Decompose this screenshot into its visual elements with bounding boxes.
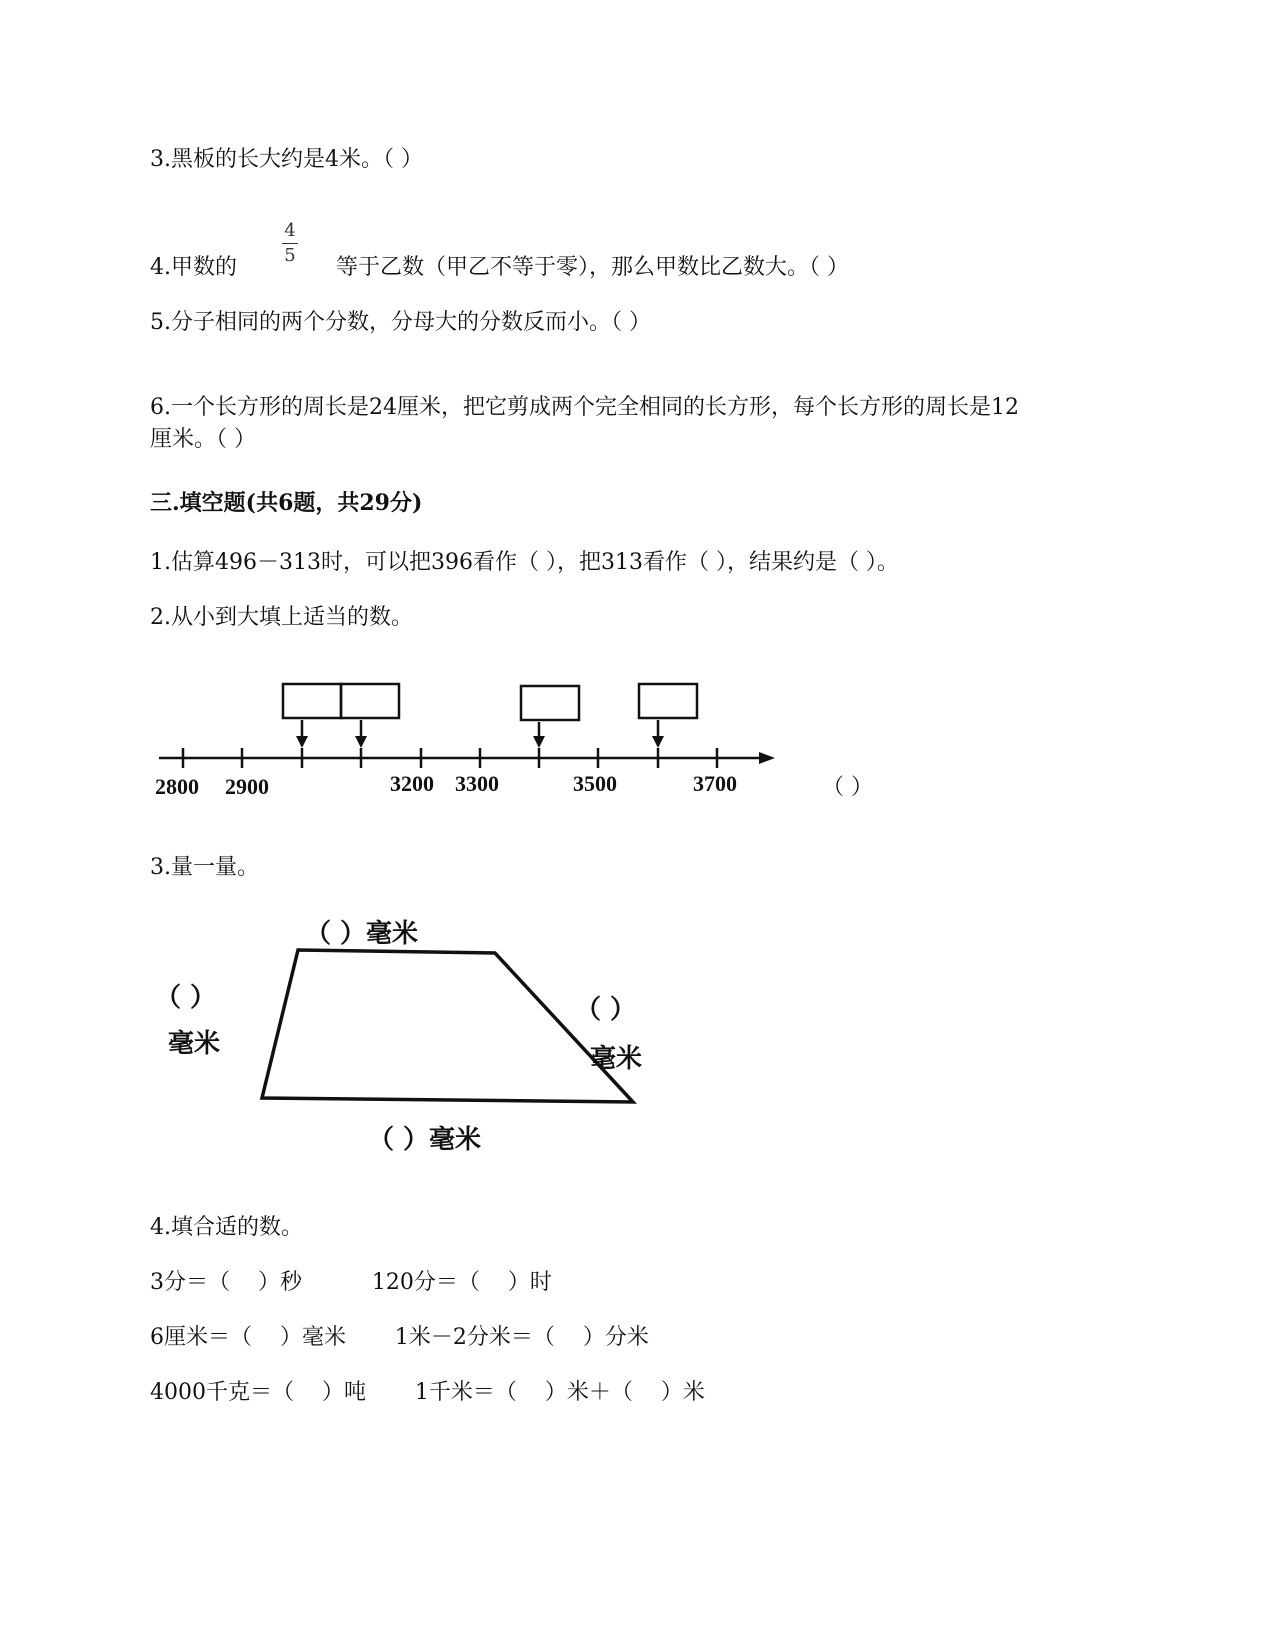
left-side-paren: （ ）	[155, 983, 217, 1013]
bottom-side-label: （ ）毫米	[368, 1125, 482, 1155]
fraction-four-fifths	[280, 220, 300, 267]
top-side-label: （ ）毫米	[305, 919, 419, 949]
tick-label-2900: 2900	[225, 774, 269, 799]
tick-label-3700: 3700	[693, 771, 737, 796]
answer-box-4	[639, 684, 697, 718]
question-3: 3.黑板的长大约是4米。（ ）	[150, 147, 423, 172]
section-heading: 三.填空题(共6题，共29分)	[150, 490, 423, 516]
fill-question-2: 2.从小到大填上适当的数。	[150, 605, 413, 630]
fill-question-3: 3.量一量。	[150, 855, 259, 880]
question-4-start: 4.甲数的	[150, 255, 237, 280]
tick-label-2800: 2800	[155, 774, 199, 799]
number-line-figure	[155, 680, 815, 820]
answer-box-1	[283, 684, 341, 718]
fill-question-1: 1.估算496－313时，可以把396看作（ ），把313看作（ ），结果约是（ ）。	[150, 550, 899, 575]
question-6-line2: 厘米。（ ）	[150, 427, 256, 452]
tick-label-3200: 3200	[390, 771, 434, 796]
conversion-row-1: 3分＝（ ）秒 120分＝（ ）时	[150, 1270, 552, 1295]
number-line-answer-paren: （ ）	[822, 775, 873, 800]
trapezoid-shape	[262, 950, 633, 1102]
conversion-row-2: 6厘米＝（ ）毫米 1米－2分米＝（ ）分米	[150, 1325, 649, 1350]
answer-box-3	[521, 686, 579, 720]
fill-question-4: 4.填合适的数。	[150, 1215, 303, 1240]
question-5: 5.分子相同的两个分数，分母大的分数反而小。（ ）	[150, 310, 651, 335]
fraction-denominator: 5	[284, 245, 296, 266]
left-side-unit: 毫米	[168, 1029, 221, 1059]
right-side-paren: （ ）	[575, 995, 637, 1025]
axis-arrowhead	[759, 752, 775, 764]
question-6-line1: 6.一个长方形的周长是24厘米，把它剪成两个完全相同的长方形，每个长方形的周长是12	[150, 395, 1019, 420]
question-4-rest: 等于乙数（甲乙不等于零），那么甲数比乙数大。（ ）	[336, 255, 849, 280]
conversion-row-3: 4000千克＝（ ）吨 1千米＝（ ）米＋（ ）米	[150, 1380, 705, 1405]
fraction-numerator: 4	[284, 220, 296, 241]
tick-label-3300: 3300	[455, 771, 499, 796]
right-side-unit: 毫米	[590, 1044, 643, 1074]
trapezoid-figure	[150, 900, 690, 1210]
answer-box-2	[341, 684, 399, 718]
tick-label-3500: 3500	[573, 771, 617, 796]
